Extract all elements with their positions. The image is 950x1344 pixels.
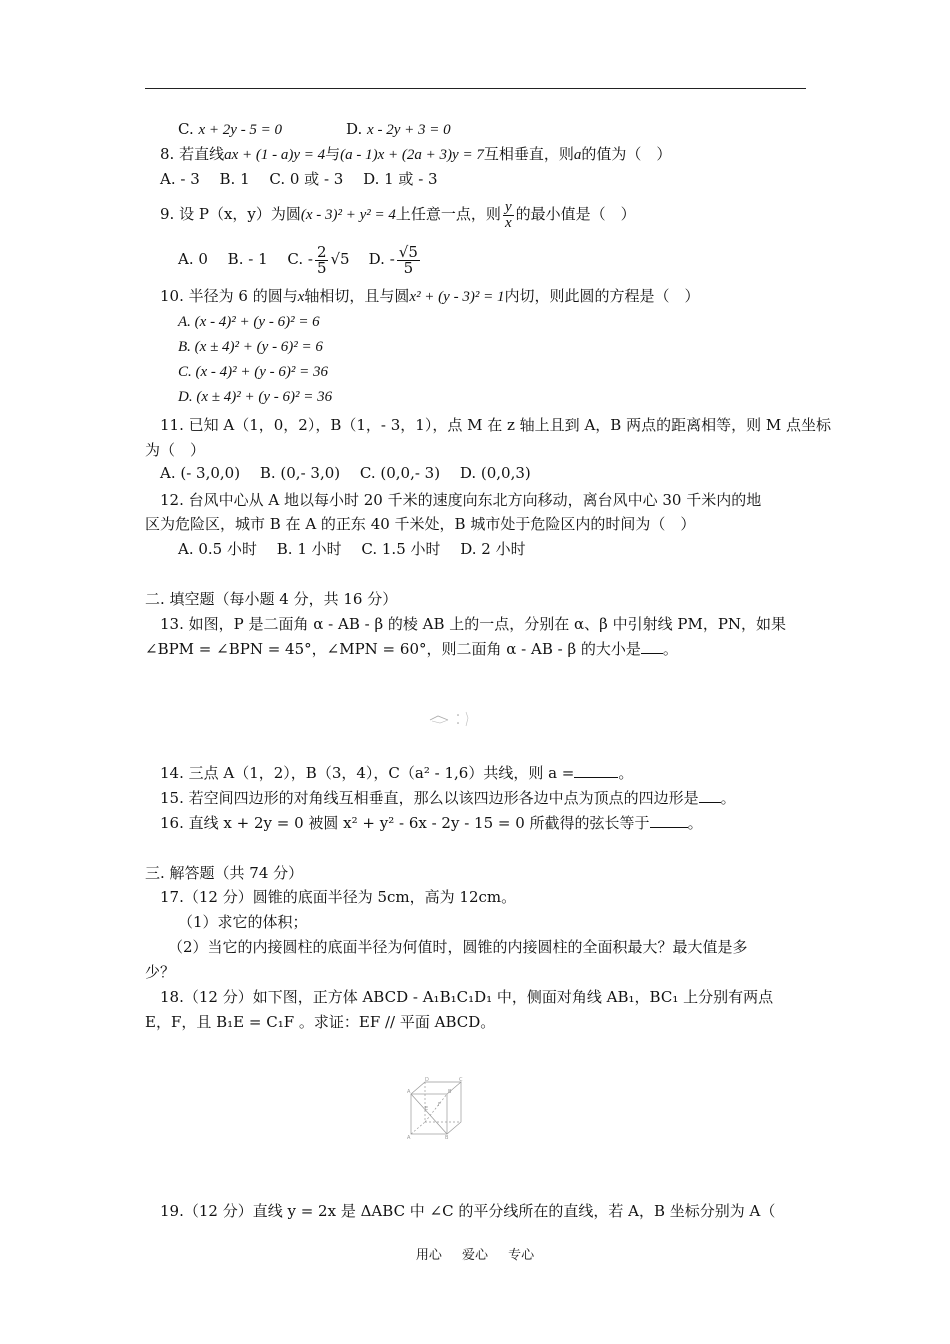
numerator: √5 (398, 242, 418, 261)
q18-line2: E，F，且 B₁E = C₁F 。求证：EF // 平面 ABCD。 (145, 1013, 496, 1031)
q7-option-d (346, 118, 451, 141)
q8-options: A. - 3 B. 1 C. 0 或 - 3 D. 1 或 - 3 (160, 170, 438, 188)
page-footer (0, 1247, 950, 1265)
equation: ax + (1 - a)y = 4 (224, 147, 326, 163)
footer-text: 专心 (508, 1248, 535, 1263)
answer-blank[interactable] (699, 788, 721, 803)
stem-text: 8. 若直线 (160, 145, 225, 163)
stem-text: 的值为（ ） (581, 145, 672, 163)
stem-text: 9. 设 P（x，y）为圆 (160, 205, 301, 223)
q12-line1: 12. 台风中心从 A 地以每小时 20 千米的速度向东北方向移动，离台风中心 30 千米内的地 (160, 491, 762, 509)
stem-text: 内切，则此圆的方程是（ ） (504, 287, 700, 305)
svg-text:E: E (425, 1106, 429, 1112)
q17-line1: 17.（12 分）圆锥的底面半径为 5cm，高为 12cm。 (160, 888, 517, 906)
stem-text: 轴相切，且与圆 (304, 287, 410, 305)
answer-blank[interactable] (650, 813, 688, 828)
option-text: D. - (368, 250, 395, 268)
equation: (a - 1)x + (2a + 3)y = 7 (340, 147, 484, 163)
svg-text:F: F (438, 1102, 441, 1108)
stem-text: 14. 三点 A（1，2），B（3，4），C（a² - 1,6）共线，则 a = (160, 764, 575, 782)
svg-text:B: B (448, 1089, 452, 1095)
footer-text: 爱心 (461, 1248, 488, 1263)
q11-line1: 11. 已知 A（1，0，2），B（1，- 3，1），点 M 在 z 轴上且到 A，B 两点的距离相等，则 M 点坐标 (160, 416, 831, 434)
svg-text:A: A (407, 1089, 411, 1095)
equation: x + 2y - 5 = 0 (198, 122, 283, 138)
stem-text: 15. 若空间四边形的对角线互相垂直，那么以该四边形各边中点为顶点的四边形是 (160, 789, 699, 807)
q10-stem (160, 285, 699, 308)
q17-line2: （1）求它的体积； (178, 913, 308, 931)
fraction (503, 200, 514, 231)
q9-options (178, 244, 422, 276)
q10-option-a: A. (x - 4)² + (y - 6)² = 6 (178, 314, 320, 330)
q16 (160, 812, 703, 834)
footer-text: 用心 (415, 1248, 442, 1263)
q10-option-b: B. (x ± 4)² + (y - 6)² = 6 (178, 339, 323, 355)
q14 (160, 762, 633, 784)
q10-option-c: C. (x - 4)² + (y - 6)² = 36 (178, 364, 329, 380)
stem-text: 的最小值是（ ） (515, 205, 636, 223)
fraction (397, 242, 420, 277)
stem-text: 16. 直线 x + 2y = 0 被圆 x² + y² - 6x - 2y - 15 = 0 所截得的弦长等于 (160, 814, 650, 832)
stem-text: 10. 半径为 6 的圆与 (160, 287, 298, 305)
denominator: x (504, 214, 512, 231)
section3-title: 三. 解答题（共 74 分） (145, 864, 304, 882)
q9-stem (160, 199, 636, 231)
stem-text: 。 (720, 789, 736, 807)
numerator: 2 (316, 242, 327, 261)
dihedral-angle-figure (428, 708, 474, 730)
equation: x - 2y + 3 = 0 (367, 122, 451, 138)
stem-text: 。 (662, 640, 678, 658)
q18-line1: 18.（12 分）如下图，正方体 ABCD - A₁B₁C₁D₁ 中，侧面对角线 AB₁，BC₁ 上分别有两点 (160, 988, 774, 1006)
q12-line2: 区为危险区，城市 B 在 A 的正东 40 千米处，B 城市处于危险区内的时间为（ ） (145, 515, 696, 533)
option-text: √5 (330, 250, 350, 268)
fraction (315, 242, 329, 277)
q15 (160, 787, 736, 809)
svg-text:A: A (407, 1135, 411, 1140)
option-label: D. (346, 120, 363, 138)
stem-text: 上任意一点，则 (395, 205, 501, 223)
q13-line2 (145, 638, 678, 660)
section2-title: 二. 填空题（每小题 4 分，共 16 分） (145, 590, 398, 608)
q17-line3: （2）当它的内接圆柱的底面半径为何值时，圆锥的内接圆柱的全面积最大？最大值是多 (168, 938, 748, 956)
header-rule (145, 88, 806, 89)
numerator: y (504, 198, 512, 215)
stem-text: ∠BPM = ∠BPN = 45°，∠MPN = 60°，则二面角 α - AB - β 的大小是 (145, 640, 641, 658)
option-text: A. 0 B. - 1 C. - (178, 250, 313, 268)
stem-text: 互相垂直，则 (483, 145, 574, 163)
denominator: 5 (403, 258, 414, 277)
variable: x (297, 289, 305, 305)
option-label: C. (178, 120, 194, 138)
svg-text:C: C (459, 1077, 463, 1083)
stem-text: 。 (687, 814, 703, 832)
stem-text: 与 (325, 145, 341, 163)
q17-line4: 少？ (145, 963, 176, 981)
cube-figure (405, 1076, 467, 1140)
equation: (x - 3)² + y² = 4 (300, 207, 396, 223)
q8-stem (160, 143, 671, 166)
svg-text:D: D (425, 1077, 429, 1083)
q13-line1: 13. 如图，P 是二面角 α - AB - β 的棱 AB 上的一点，分别在 α、β 中引射线 PM，PN，如果 (160, 615, 787, 633)
q11-options: A. (- 3,0,0) B. (0,- 3,0) C. (0,0,- 3) D. (0,0,3) (160, 464, 531, 482)
q12-options: A. 0.5 小时 B. 1 小时 C. 1.5 小时 D. 2 小时 (178, 540, 526, 558)
q11-line2: 为（ ） (145, 441, 206, 459)
answer-blank[interactable] (574, 763, 618, 778)
q19-line1: 19.（12 分）直线 y = 2x 是 ΔABC 中 ∠C 的平分线所在的直线，若 A，B 坐标分别为 A（ (160, 1202, 776, 1220)
q10-option-d: D. (x ± 4)² + (y - 6)² = 36 (178, 389, 333, 405)
answer-blank[interactable] (641, 639, 663, 654)
denominator: 5 (316, 258, 327, 277)
svg-text:B: B (445, 1135, 449, 1140)
equation: x² + (y - 3)² = 1 (409, 289, 505, 305)
q7-option-c (178, 118, 282, 141)
variable: a (573, 147, 582, 163)
stem-text: 。 (618, 764, 634, 782)
